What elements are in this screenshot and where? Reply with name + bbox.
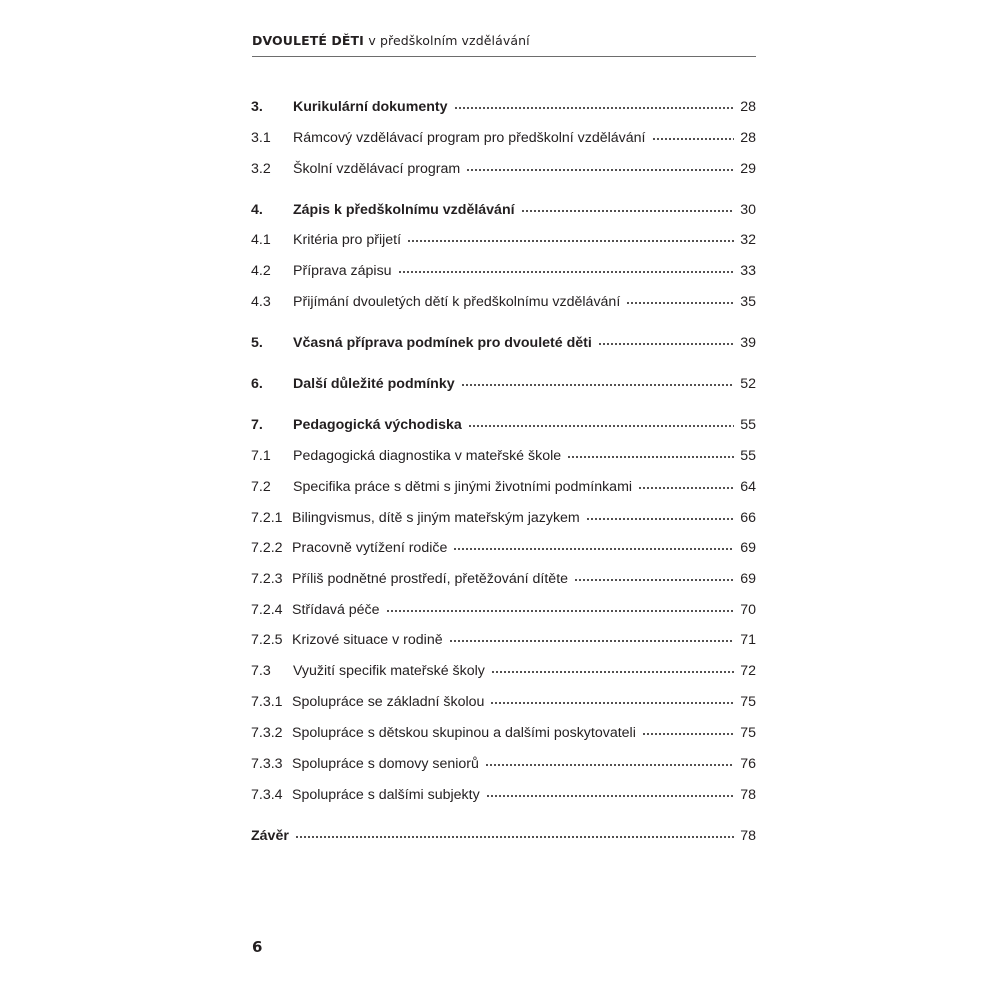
dot-leader — [486, 794, 734, 798]
toc-entry[interactable] — [251, 568, 756, 590]
toc-entry-number: 7.3.3 — [251, 756, 283, 772]
toc-entry-title: Kritéria pro přijetí — [293, 232, 402, 248]
dot-leader — [490, 701, 734, 705]
toc-entry[interactable] — [251, 445, 756, 467]
toc-entry-title: Pedagogická diagnostika v mateřské škole — [293, 448, 562, 464]
toc-entry[interactable] — [251, 722, 756, 744]
toc-entry-number: 7.2 — [251, 479, 271, 495]
dot-leader — [638, 486, 734, 490]
toc-entry-title: Závěr — [251, 828, 289, 844]
toc-entry-page: 39 — [740, 335, 756, 351]
dot-leader — [466, 168, 734, 172]
page-number: 6 — [252, 938, 263, 956]
dot-leader — [407, 239, 734, 243]
dot-leader — [491, 670, 734, 674]
toc-entry[interactable] — [251, 537, 756, 559]
toc-entry-title: Specifika práce s dětmi s jinými životními podmínkami — [293, 479, 633, 495]
toc-entry-number: 5. — [251, 335, 263, 351]
toc-entry[interactable] — [251, 414, 756, 436]
toc-entry-number: 3. — [251, 99, 263, 115]
toc-entry-number: 7.2.1 — [251, 510, 283, 526]
toc-entry-page: 29 — [740, 161, 756, 177]
running-head-caps: DVOULETÉ DĚTI — [252, 33, 364, 48]
toc-entry-title: Spolupráce se základní školou — [292, 694, 485, 710]
dot-leader — [626, 301, 734, 305]
toc-entry[interactable] — [251, 199, 756, 221]
dot-leader — [453, 547, 734, 551]
toc-entry-page: 70 — [740, 602, 756, 618]
toc-entry-page: 33 — [740, 263, 756, 279]
toc-entry[interactable] — [251, 629, 756, 651]
toc-entry-number: 7.3.4 — [251, 787, 283, 803]
toc-entry-page: 28 — [740, 99, 756, 115]
dot-leader — [295, 835, 734, 839]
toc-entry-number: 7.3.2 — [251, 725, 283, 741]
toc-entry-number: 7.2.3 — [251, 571, 283, 587]
toc-entry[interactable] — [251, 127, 756, 149]
toc-entry-number: 7.2.4 — [251, 602, 283, 618]
toc-entry-number: 7.2.2 — [251, 540, 283, 556]
dot-leader — [652, 137, 735, 141]
toc-entry-title: Bilingvismus, dítě s jiným mateřským jazykem — [292, 510, 580, 526]
toc-entry-page: 64 — [740, 479, 756, 495]
toc-entry-number: 7.3.1 — [251, 694, 283, 710]
toc-entry-number: 7. — [251, 417, 263, 433]
dot-leader — [586, 517, 734, 521]
toc-entry[interactable] — [251, 373, 756, 395]
toc-entry-page: 55 — [740, 448, 756, 464]
toc-entry-number: 4.3 — [251, 294, 271, 310]
toc-entry-page: 55 — [740, 417, 756, 433]
dot-leader — [461, 383, 734, 387]
toc-entry[interactable] — [251, 96, 756, 118]
toc-entry-number: 7.1 — [251, 448, 271, 464]
toc-entry-page: 69 — [740, 540, 756, 556]
toc-entry-title: Další důležité podmínky — [293, 376, 455, 392]
toc-entry[interactable] — [251, 753, 756, 775]
dot-leader — [398, 270, 734, 274]
dot-leader — [485, 763, 734, 767]
toc-entry-title: Zápis k předškolnímu vzdělávání — [293, 202, 515, 218]
toc-entry-page: 28 — [740, 130, 756, 146]
dot-leader — [642, 732, 734, 736]
toc-entry[interactable] — [251, 158, 756, 180]
toc-entry-title: Využití specifik mateřské školy — [293, 663, 485, 679]
toc-entry-page: 35 — [740, 294, 756, 310]
toc-entry-title: Rámcový vzdělávací program pro předškolní vzdělávání — [293, 130, 646, 146]
toc-entry-number: 7.3 — [251, 663, 271, 679]
dot-leader — [574, 578, 734, 582]
toc-entry-number: 4.1 — [251, 232, 271, 248]
dot-leader — [449, 639, 734, 643]
toc-entry[interactable] — [251, 507, 756, 529]
toc-entry-title: Příliš podnětné prostředí, přetěžování dítěte — [292, 571, 569, 587]
toc-entry[interactable] — [251, 476, 756, 498]
dot-leader — [468, 424, 734, 428]
toc-entry-title: Včasná příprava podmínek pro dvouleté děti — [293, 335, 592, 351]
toc-entry[interactable] — [251, 291, 756, 313]
toc-entry[interactable] — [251, 229, 756, 251]
toc-entry[interactable] — [251, 260, 756, 282]
toc-entry-page: 75 — [740, 725, 756, 741]
toc-entry-number: 7.2.5 — [251, 632, 283, 648]
toc-entry-page: 76 — [740, 756, 756, 772]
toc-entry[interactable] — [251, 784, 756, 806]
toc-entry-page: 75 — [740, 694, 756, 710]
toc-entry-number: 4.2 — [251, 263, 271, 279]
toc-entry-page: 32 — [740, 232, 756, 248]
toc-entry-page: 71 — [740, 632, 756, 648]
dot-leader — [598, 342, 734, 346]
toc-entry-title: Krizové situace v rodině — [292, 632, 443, 648]
toc-entry-title: Spolupráce s dětskou skupinou a dalšími poskytovateli — [292, 725, 636, 741]
toc-entry-title: Pracovně vytížení rodiče — [292, 540, 448, 556]
toc-entry-title: Přijímání dvouletých dětí k předškolnímu vzdělávání — [293, 294, 621, 310]
toc-entry-title: Spolupráce s domovy seniorů — [292, 756, 479, 772]
toc-entry-page: 30 — [740, 202, 756, 218]
toc-entry[interactable] — [251, 825, 756, 847]
dot-leader — [567, 455, 734, 459]
toc-entry-title: Příprava zápisu — [293, 263, 392, 279]
toc-entry-title: Pedagogická východiska — [293, 417, 462, 433]
toc-entry-page: 69 — [740, 571, 756, 587]
toc-entry-title: Spolupráce s dalšími subjekty — [292, 787, 480, 803]
toc-entry[interactable] — [251, 599, 756, 621]
toc-entry[interactable] — [251, 332, 756, 354]
toc-entry-page: 78 — [740, 787, 756, 803]
toc-entry-title: Střídavá péče — [292, 602, 380, 618]
toc-entry-page: 72 — [740, 663, 756, 679]
toc-entry-number: 3.1 — [251, 130, 271, 146]
table-of-contents — [251, 0, 756, 1000]
toc-entry-title: Kurikulární dokumenty — [293, 99, 448, 115]
toc-entry-number: 3.2 — [251, 161, 271, 177]
toc-entry-page: 66 — [740, 510, 756, 526]
running-head-rest: v předškolním vzdělávání — [368, 33, 530, 48]
toc-entry-number: 6. — [251, 376, 263, 392]
toc-entry-number: 4. — [251, 202, 263, 218]
toc-entry[interactable] — [251, 691, 756, 713]
dot-leader — [521, 209, 734, 213]
toc-entry-page: 52 — [740, 376, 756, 392]
dot-leader — [454, 106, 734, 110]
toc-entry-title: Školní vzdělávací program — [293, 161, 461, 177]
toc-entry-page: 78 — [740, 828, 756, 844]
toc-entry[interactable] — [251, 660, 756, 682]
dot-leader — [386, 609, 734, 613]
